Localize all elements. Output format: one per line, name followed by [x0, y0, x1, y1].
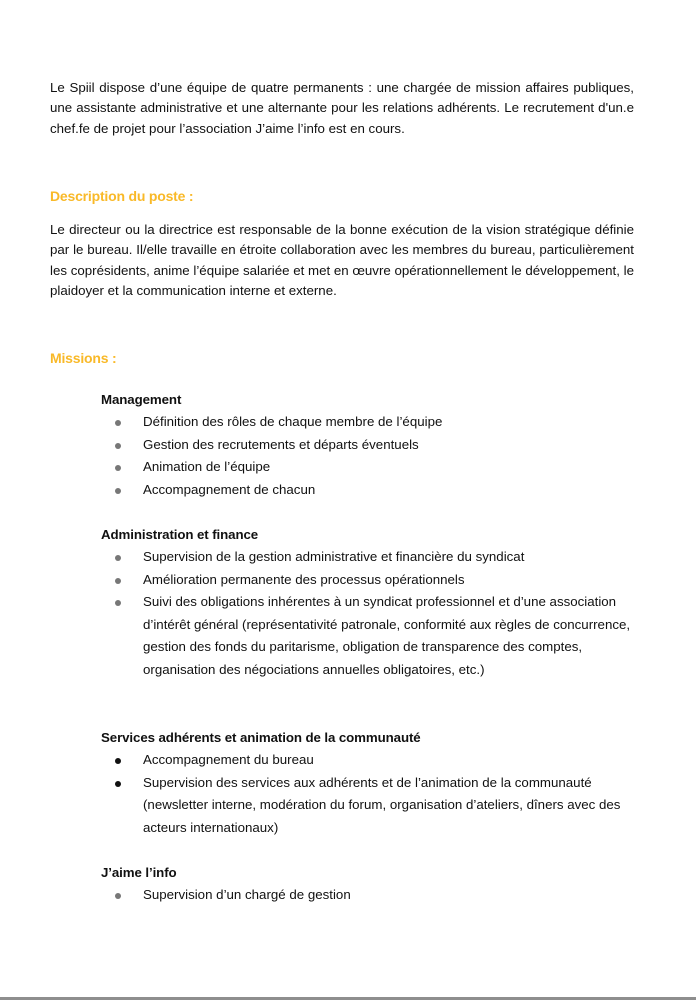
bullet-icon: [115, 465, 121, 471]
jaime-linfo-list: [101, 884, 641, 907]
list-item: [101, 591, 641, 681]
list-item: [101, 434, 641, 457]
intro-paragraph: Le Spiil dispose d’une équipe de quatre permanents : une chargée de mission affaires publiques, une assistante administrative et une alternante pour les relations adhérents. Le recrutement d'un.e chef.fe de projet pour l’association J’aime l’info est en cours.: [50, 80, 634, 136]
list-item: [101, 546, 641, 569]
list-item-text: Amélioration permanente des processus opérationnels: [143, 571, 465, 587]
bullet-icon: [115, 600, 121, 606]
list-item: [101, 479, 641, 502]
section-title-management: Management: [101, 392, 182, 407]
bullet-icon: [115, 578, 121, 584]
bullet-icon: [115, 893, 121, 899]
bullet-icon: [115, 420, 121, 426]
list-item: [101, 772, 641, 840]
list-item: [101, 411, 641, 434]
list-item-text: Gestion des recrutements et départs éventuels: [143, 436, 419, 452]
list-item-text: Supervision des services aux adhérents et de l’animation de la communauté (newsletter interne, modération du forum, organisation d’ateliers, dîners avec des acteurs internationaux): [143, 774, 621, 835]
bullet-icon: [115, 781, 121, 787]
section-title-jaime-linfo: J’aime l’info: [101, 865, 177, 880]
list-item-text: Accompagnement du bureau: [143, 752, 314, 767]
list-item: [101, 749, 641, 772]
bullet-icon: [115, 488, 121, 494]
bullet-icon: [115, 555, 121, 561]
description-paragraph: Le directeur ou la directrice est responsable de la bonne exécution de la vision stratégique définie par le bureau. Il/elle travaille en étroite collaboration avec les membres du bureau, particulièrement les coprésidents, anime l’équipe salariée et met en œuvre opérationnellement le développement, le plaidoyer et la communication interne et externe.: [50, 222, 634, 298]
management-list: [101, 411, 641, 501]
services-list: [101, 749, 641, 839]
list-item: [101, 456, 641, 479]
list-item-text: Suivi des obligations inhérentes à un syndicat professionnel et d’une association d’intérêt général (représentativité patronale, conformité aux règles de concurrence, gestion des fonds du paritarisme, obligation de transparence des comptes, organisation des négociations annuelles obligatoires, etc.): [143, 594, 631, 677]
section-title-services: Services adhérents et animation de la communauté: [101, 730, 421, 745]
list-item: [101, 884, 641, 907]
list-item-text: Animation de l’équipe: [143, 459, 271, 475]
list-item-text: Supervision d’un chargé de gestion: [143, 887, 351, 902]
description-heading: Description du poste :: [50, 188, 194, 204]
bullet-icon: [115, 443, 121, 449]
section-title-administration: Administration et finance: [101, 527, 259, 542]
missions-heading: Missions :: [50, 350, 117, 366]
bullet-icon: [115, 758, 121, 764]
list-item: [101, 569, 641, 592]
list-item-text: Accompagnement de chacun: [143, 481, 316, 497]
list-item-text: Définition des rôles de chaque membre de l’équipe: [143, 414, 443, 429]
administration-list: [101, 546, 641, 682]
list-item-text: Supervision de la gestion administrative et financière du syndicat: [143, 549, 525, 564]
